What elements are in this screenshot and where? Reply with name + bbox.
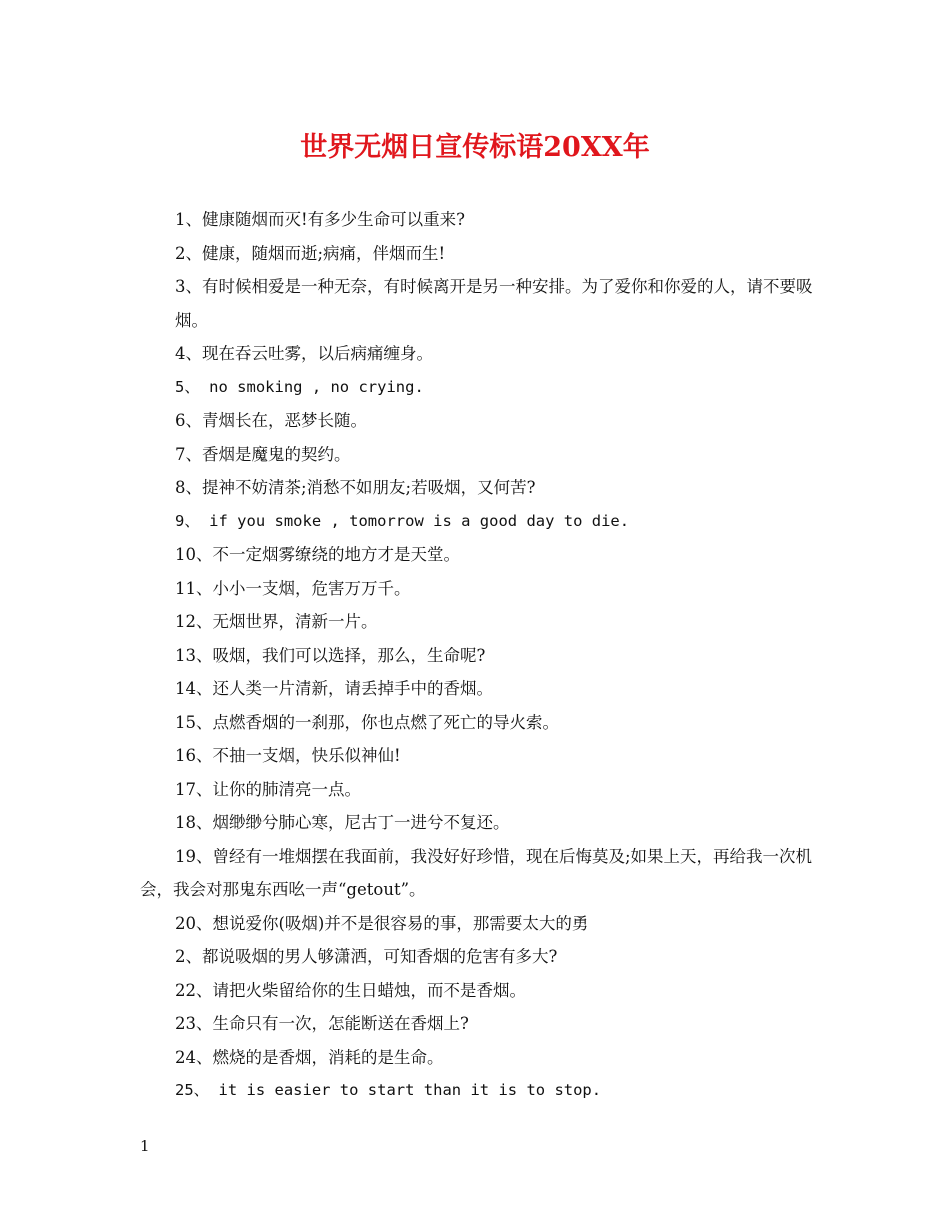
- slogan-item: 22、请把火柴留给你的生日蜡烛，而不是香烟。: [175, 980, 526, 1000]
- slogan-item: 3、有时候相爱是一种无奈，有时候离开是另一种安排。为了爱你和你爱的人，请不要吸烟。: [175, 277, 813, 330]
- page-number: 1: [140, 1137, 150, 1155]
- slogan-item: 11、小小一支烟，危害万万千。: [175, 578, 411, 598]
- slogan-item: 8、提神不妨清茶;消愁不如朋友;若吸烟，又何苦?: [175, 478, 536, 497]
- slogan-item: 20、想说爱你(吸烟)并不是很容易的事，那需要太大的勇: [175, 913, 589, 933]
- slogan-item: 15、点燃香烟的一刹那，你也点燃了死亡的导火索。: [175, 712, 559, 732]
- slogan-item: 2、健康，随烟而逝;病痛，伴烟而生!: [175, 243, 446, 263]
- slogan-item: 24、燃烧的是香烟，消耗的是生命。: [175, 1047, 444, 1067]
- slogan-item: 6、青烟长在，恶梦长随。: [175, 411, 367, 430]
- slogan-item: 25、 it is easier to start than it is to stop.: [175, 1081, 602, 1099]
- slogan-item: 17、让你的肺清亮一点。: [175, 779, 361, 799]
- slogan-item: 23、生命只有一次，怎能断送在香烟上?: [175, 1014, 469, 1033]
- page-title: 世界无烟日宣传标语20XX年: [300, 132, 650, 163]
- slogan-item: 16、不抽一支烟，快乐似神仙!: [175, 746, 401, 765]
- slogan-item: 12、无烟世界，清新一片。: [175, 612, 378, 631]
- slogan-item: 13、吸烟，我们可以选择，那么，生命呢?: [175, 645, 486, 665]
- slogan-item: 4、现在吞云吐雾，以后病痛缠身。: [175, 344, 433, 363]
- slogan-item: 2、都说吸烟的男人够潇洒，可知香烟的危害有多大?: [175, 947, 558, 966]
- slogan-item: 10、不一定烟雾缭绕的地方才是天堂。: [175, 545, 460, 564]
- slogan-item: 5、 no smoking , no crying.: [175, 377, 424, 396]
- slogan-item: 7、香烟是魔鬼的契约。: [175, 444, 351, 464]
- slogan-item: 18、烟缈缈兮肺心寒，尼古丁一进兮不复还。: [175, 813, 510, 832]
- slogan-item: 1、健康随烟而灭!有多少生命可以重来?: [175, 210, 465, 229]
- slogan-item: 14、还人类一片清新，请丢掉手中的香烟。: [175, 679, 493, 698]
- slogan-item: 19、曾经有一堆烟摆在我面前，我没好好珍惜，现在后悔莫及;如果上天，再给我一次机会，我会对那鬼东西吆一声“getout”。: [140, 846, 813, 899]
- slogan-item: 9、 if you smoke , tomorrow is a good day to die.: [175, 511, 630, 530]
- slogan-list: [140, 203, 820, 1108]
